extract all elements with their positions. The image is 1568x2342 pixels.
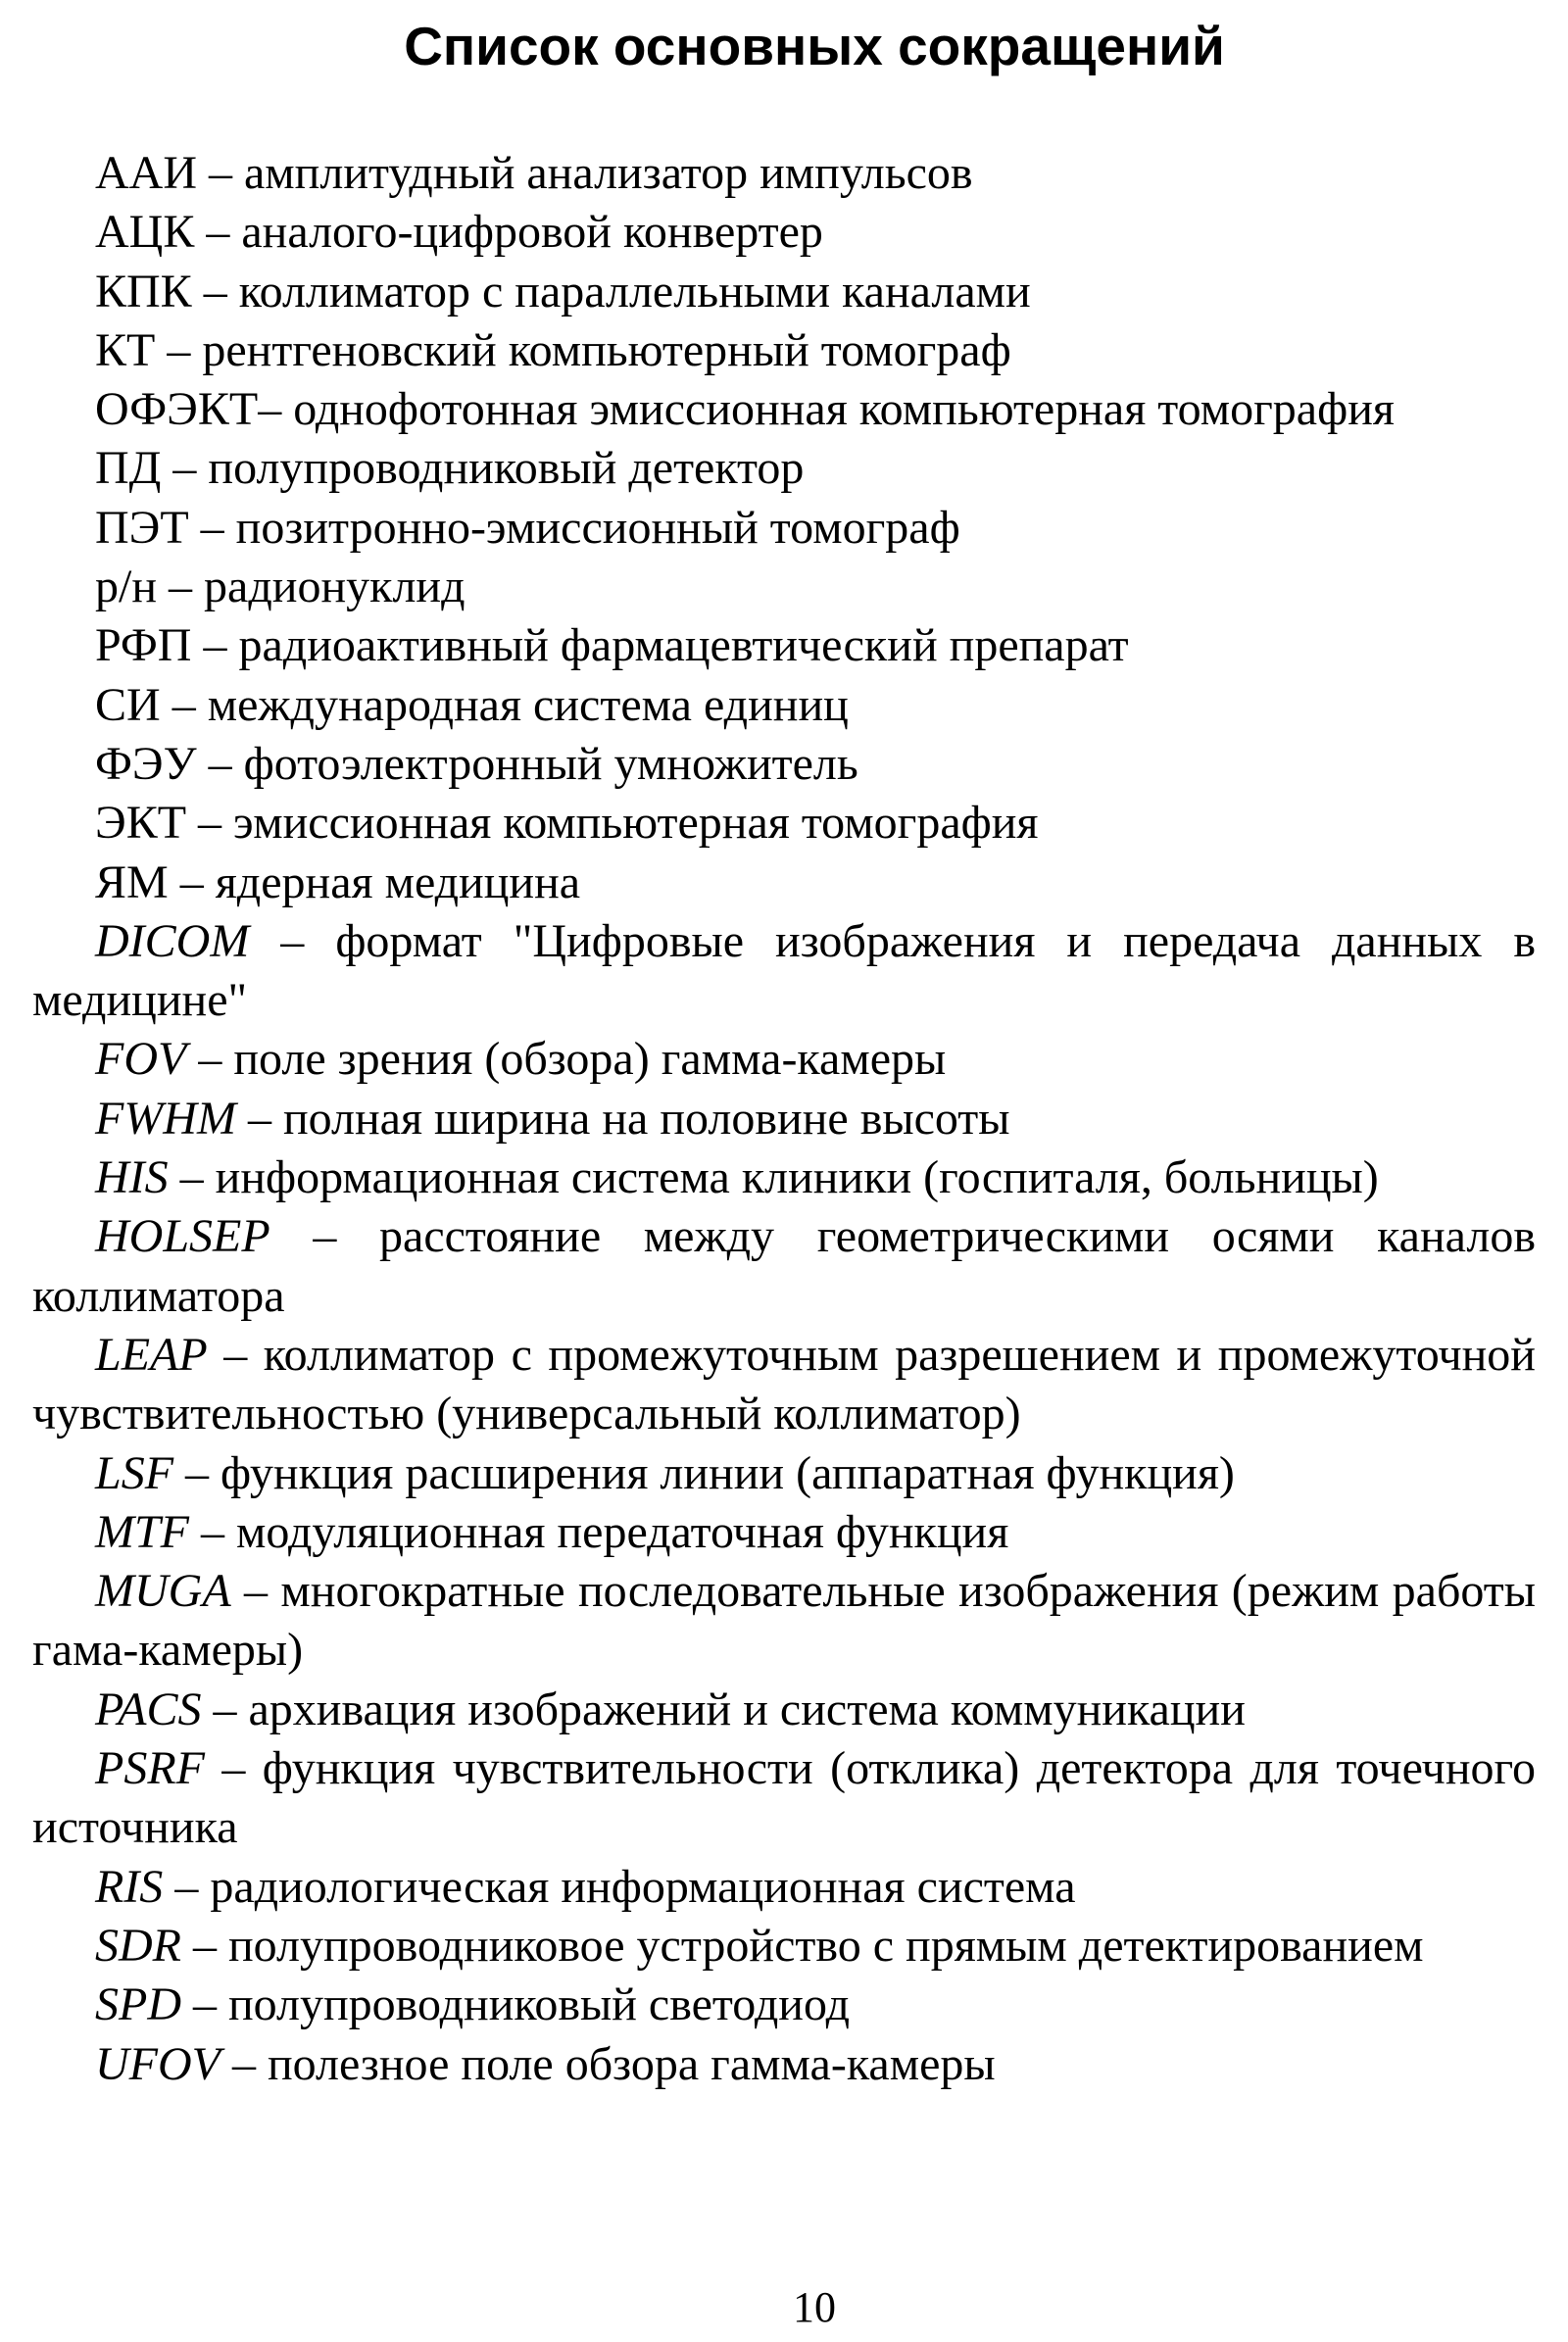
abbreviation-definition: архивация изображений и система коммуникации [248,1683,1246,1735]
abbreviation-entry [32,1444,1536,1503]
abbreviation-term: ЯМ [95,855,169,908]
abbreviation-term: СИ [95,678,161,731]
abbreviation-term: UFOV [95,2037,220,2090]
abbreviation-separator: – [201,1683,249,1735]
abbreviation-separator: – [270,1210,380,1263]
abbreviation-definition: эмиссионная компьютерная томография [233,797,1039,850]
abbreviation-separator: – [161,442,209,495]
abbreviation-entry [32,558,1536,616]
abbreviation-definition: однофотонная эмиссионная компьютерная томография [293,383,1395,436]
abbreviation-definition: расстояние между геометрическими осями каналов коллиматора [32,1210,1537,1322]
abbreviation-definition: многократные последовательные изображения (режим работы гама-камеры) [32,1565,1536,1677]
abbreviation-separator: – [188,501,236,554]
abbreviation-entry [32,1090,1536,1148]
abbreviation-separator: – [173,1446,221,1499]
abbreviation-entry [32,854,1536,912]
abbreviation-separator: – [191,619,239,672]
abbreviation-term: MTF [95,1505,189,1558]
abbreviation-entry [32,676,1536,735]
abbreviation-entry [32,439,1536,498]
abbreviation-term: ААИ [95,147,197,199]
abbreviation-term: РФП [95,619,192,672]
abbreviation-separator: – [204,1742,263,1795]
abbreviation-separator: – [235,1092,283,1145]
abbreviation-entry [32,1326,1536,1444]
abbreviation-term: ФЭУ [95,737,197,790]
abbreviation-separator: – [196,737,244,790]
abbreviation-term: DICOM [95,914,250,967]
abbreviation-separator: – [186,1033,234,1086]
abbreviation-separator: – [168,1151,216,1204]
abbreviation-term: SDR [95,1919,181,1972]
abbreviation-definition: полезное поле обзора гамма-камеры [267,2037,996,2090]
abbreviation-separator: – [230,1565,281,1618]
abbreviation-definition: радиоактивный фармацевтический препарат [238,619,1129,672]
abbreviation-definition: коллиматор с промежуточным разрешением и промежуточной чувствительностью (универсальный коллиматор) [32,1328,1536,1440]
abbreviation-definition: амплитудный анализатор импульсов [244,147,973,199]
abbreviation-term: RIS [95,1860,164,1913]
page-number: 10 [793,2283,836,2331]
abbreviation-entry [32,321,1536,380]
abbreviation-definition: поле зрения (обзора) гамма-камеры [233,1033,947,1086]
abbreviation-separator: – [180,1919,228,1972]
abbreviation-entry [32,380,1536,439]
abbreviation-separator: – [197,147,244,199]
abbreviation-definition: ядерная медицина [215,855,581,908]
abbreviation-term: HIS [95,1151,169,1204]
abbreviation-entry [32,1562,1536,1681]
abbreviation-entry [32,1976,1536,2034]
page-title: Список основных сокращений [404,16,1225,76]
abbreviation-entry [32,203,1536,262]
abbreviation-term: ЭКТ [95,797,187,850]
abbreviation-separator: – [155,323,203,376]
abbreviation-definition: полупроводниковый светодиод [227,1978,851,2031]
abbreviation-definition: позитронно-эмиссионный томограф [235,501,960,554]
abbreviation-term: HOLSEP [95,1210,270,1263]
abbreviation-entry [32,794,1536,853]
abbreviation-definition: радиологическая информационная система [210,1860,1076,1913]
abbreviation-term: MUGA [95,1565,231,1618]
abbreviation-entry [32,144,1536,203]
abbreviation-definition: полная ширина на половине высоты [282,1092,1010,1145]
abbreviation-entry [32,1917,1536,1976]
abbreviation-term: LSF [95,1446,174,1499]
abbreviation-term: ПД [95,442,162,495]
abbreviation-definition: полупроводниковое устройство с прямым детектированием [227,1919,1424,1972]
abbreviation-definition: рентгеновский компьютерный томограф [202,323,1011,376]
abbreviation-term: ОФЭКТ [95,383,259,436]
abbreviation-entry [32,2035,1536,2094]
abbreviation-separator: – [191,265,239,317]
abbreviation-entry [32,616,1536,675]
abbreviation-term: SPD [95,1978,181,2031]
abbreviation-entry [32,1681,1536,1739]
abbreviation-separator: – [249,914,336,967]
abbreviation-entry [32,499,1536,558]
abbreviation-definition: радионуклид [204,561,466,613]
abbreviation-separator: – [168,855,216,908]
abbreviation-term: PACS [95,1683,202,1735]
abbreviation-entry [32,1030,1536,1089]
abbreviation-separator: – [207,1328,264,1381]
abbreviation-term: LEAP [95,1328,208,1381]
abbreviation-entry [32,735,1536,794]
abbreviation-term: АЦК [95,206,195,259]
abbreviation-definition: полупроводниковый детектор [208,442,805,495]
abbreviation-definition: коллиматор с параллельными каналами [238,265,1031,317]
abbreviation-term: ПЭТ [95,501,189,554]
abbreviation-entry [32,1148,1536,1207]
abbreviation-separator: – [186,797,234,850]
abbreviation-definition: международная система единиц [207,678,849,731]
abbreviation-separator: – [194,206,242,259]
abbreviation-entry [32,1858,1536,1917]
abbreviation-list [32,144,1536,2094]
abbreviation-entry [32,1739,1536,1858]
abbreviation-definition: функция чувствительности (отклика) детектора для точечного источника [32,1742,1537,1854]
abbreviation-definition: формат "Цифровые изображения и передача данных в медицине" [32,914,1537,1027]
abbreviation-definition: функция расширения линии (аппаратная функция) [220,1446,1235,1499]
abbreviation-term: PSRF [95,1742,205,1795]
abbreviation-definition: фотоэлектронный умножитель [243,737,858,790]
abbreviation-term: FOV [95,1033,187,1086]
abbreviation-entry [32,912,1536,1031]
abbreviation-separator: – [220,2037,268,2090]
abbreviation-separator: – [189,1505,236,1558]
abbreviation-separator: – [157,561,205,613]
abbreviation-separator: – [258,383,294,436]
abbreviation-term: р/н [95,561,158,613]
abbreviation-separator: – [163,1860,211,1913]
abbreviation-separator: – [160,678,208,731]
abbreviation-entry [32,1503,1536,1562]
abbreviation-separator: – [180,1978,228,2031]
abbreviation-definition: модуляционная передаточная функция [236,1505,1009,1558]
abbreviation-term: КПК [95,265,192,317]
abbreviation-term: КТ [95,323,156,376]
abbreviation-entry [32,263,1536,321]
abbreviation-entry [32,1207,1536,1326]
abbreviation-definition: информационная система клиники (госпиталя, больницы) [215,1151,1379,1204]
abbreviation-term: FWHM [95,1092,236,1145]
abbreviation-definition: аналого-цифровой конвертер [241,206,823,259]
